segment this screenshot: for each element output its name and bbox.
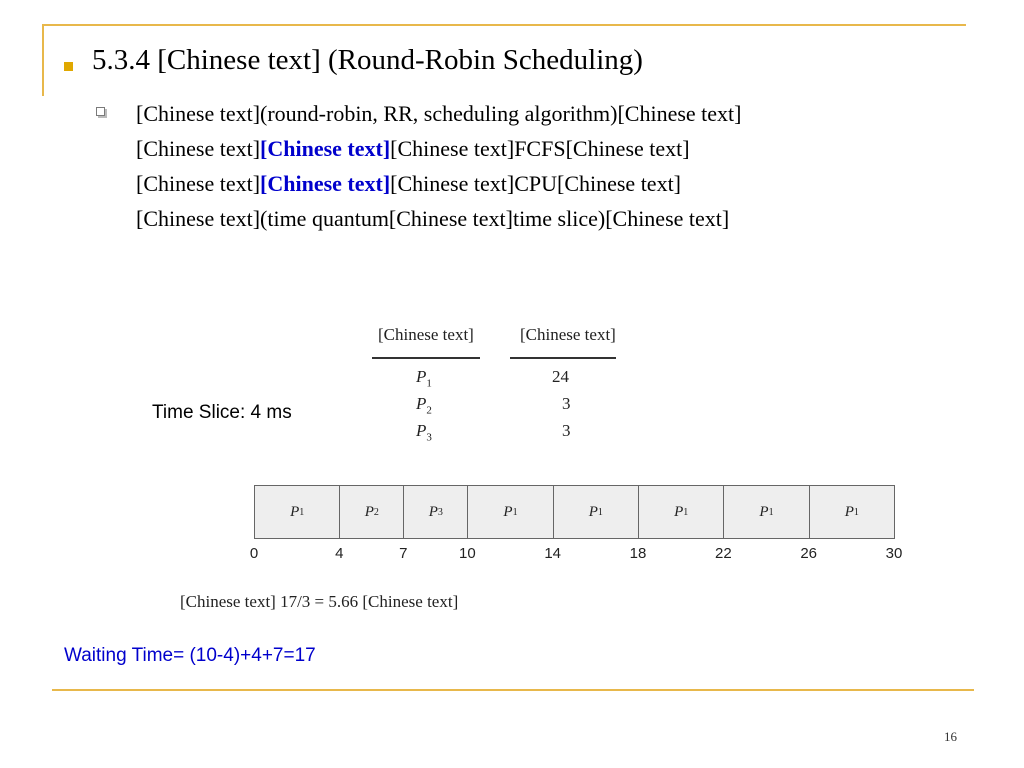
gantt-tick-label: 14 xyxy=(544,545,561,562)
table-row-3-burst: 3 xyxy=(562,421,571,440)
gantt-tick-label: 30 xyxy=(885,545,903,562)
table-row-1-burst: 24 xyxy=(552,367,569,386)
description-paragraph xyxy=(136,96,986,236)
table-row-3-process: $P_3$ xyxy=(416,421,432,444)
table-header-process: [Chinese text] xyxy=(378,325,474,344)
gantt-segment: P 1 xyxy=(723,485,809,539)
gantt-tick-label: 7 xyxy=(399,545,408,562)
gantt-segment: P 2 xyxy=(339,485,404,539)
hollow-square-bullet-icon xyxy=(96,107,105,116)
table-row-2-burst: 3 xyxy=(562,394,571,413)
gantt-segment: P 1 xyxy=(254,485,340,539)
paragraph-line-1: [Chinese text](round-robin, RR, scheduling algorithm)[Chinese text] xyxy=(136,101,742,126)
highlight-time-sharing: [Chinese text] xyxy=(260,136,391,161)
gantt-segment: P 3 xyxy=(403,485,468,539)
frame-bottom-line xyxy=(52,689,974,691)
gantt-segment: P 1 xyxy=(553,485,639,539)
waiting-time-formula: Waiting Time= (10-4)+4+7=17 xyxy=(64,645,316,666)
paragraph-line-3-post: [Chinese text]CPU[Chinese text] xyxy=(390,171,682,196)
table-row-1-process: $P_1$ xyxy=(416,367,432,390)
square-bullet-icon xyxy=(64,62,73,71)
paragraph-line-3 xyxy=(136,166,986,201)
gantt-chart xyxy=(254,485,894,541)
table-header-rule-2 xyxy=(510,357,616,359)
gantt-tick-label: 10 xyxy=(458,545,476,562)
gantt-tick-label: 22 xyxy=(714,545,732,562)
slide-title: 5.3.4 [Chinese text] (Round-Robin Scheduling) xyxy=(92,44,643,76)
paragraph-line-2-post: [Chinese text]FCFS[Chinese text] xyxy=(390,136,690,161)
gantt-segment: P 1 xyxy=(467,485,553,539)
gantt-tick-label: 4 xyxy=(335,545,344,562)
paragraph-line-4: [Chinese text](time quantum[Chinese text]time slice)[Chinese text] xyxy=(136,206,730,231)
time-slice-label: Time Slice: 4 ms xyxy=(152,402,292,423)
gantt-tick-label: 18 xyxy=(629,545,647,562)
table-header-burst: [Chinese text] xyxy=(520,325,616,344)
paragraph-line-3-pre: [Chinese text] xyxy=(136,171,261,196)
page-number: 16 xyxy=(944,729,957,744)
paragraph-line-2-pre: [Chinese text] xyxy=(136,136,261,161)
paragraph-line-2 xyxy=(136,131,986,166)
frame-left-line xyxy=(42,24,44,96)
frame-top-line xyxy=(42,24,966,26)
average-waiting-time: [Chinese text] 17/3 = 5.66 [Chinese text] xyxy=(180,592,459,611)
gantt-tick-label: 0 xyxy=(249,545,259,562)
gantt-tick-label: 26 xyxy=(800,545,817,562)
highlight-preemption: [Chinese text] xyxy=(260,171,391,196)
gantt-segment: P 1 xyxy=(809,485,895,539)
table-header-rule-1 xyxy=(372,357,480,359)
table-row-2-process: $P_2$ xyxy=(416,394,432,417)
gantt-segment: P 1 xyxy=(638,485,724,539)
